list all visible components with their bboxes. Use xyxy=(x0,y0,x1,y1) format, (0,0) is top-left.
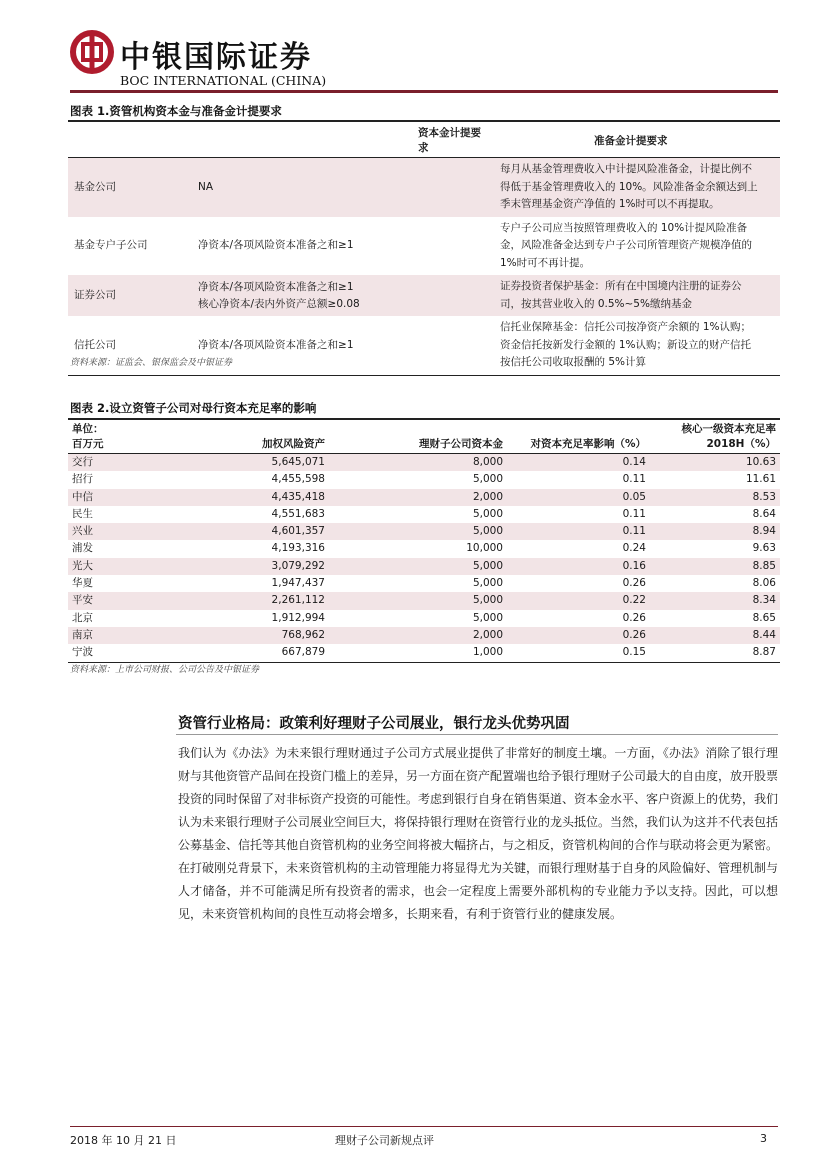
figure2-header-capital: 理财子公司资本金 xyxy=(419,438,503,450)
page-number: 3 xyxy=(760,1132,767,1145)
table-row: 兴业 4,601,357 5,000 0.11 8.94 xyxy=(68,523,780,540)
header-divider xyxy=(70,90,778,93)
figure2-header-rwa: 加权风险资产 xyxy=(262,438,325,450)
figure1-table xyxy=(68,123,780,376)
capital-cell: 净资本/各项风险资本准备之和≥1 核心净资本/表内外资产总额≥0.08 xyxy=(192,275,494,316)
figure2-source: 资料来源：上市公司财报、公司公告及中银证券 xyxy=(70,665,260,675)
capital-cell: NA xyxy=(192,158,494,217)
table-row: 宁波 667,879 1,000 0.15 8.87 xyxy=(68,644,780,662)
table-row: 民生 4,551,683 5,000 0.11 8.64 xyxy=(72,507,776,520)
section-heading: 资管行业格局：政策利好理财子公司展业，银行龙头优势巩固 xyxy=(178,716,570,732)
figure2-table xyxy=(68,421,780,663)
table-row: 南京 768,962 2,000 0.26 8.44 xyxy=(68,627,780,644)
table-row: 光大 3,079,292 5,000 0.16 8.85 xyxy=(68,558,780,575)
capital-cell: 净资本/各项风险资本准备之和≥1 xyxy=(198,239,354,252)
table-row: 浦发 4,193,316 10,000 0.24 9.63 xyxy=(72,542,776,555)
figure2-title: 图表 2.设立资管子公司对母行资本充足率的影响 xyxy=(70,401,317,415)
entity-cell: 证券公司 xyxy=(68,275,192,316)
figure1-source: 资料来源：证监会、银保监会及中银证券 xyxy=(70,358,233,368)
body-paragraph: 我们认为《办法》为未来银行理财通过子公司方式展业提供了非常好的制度土壤。一方面，《办法》消除了银行理财与其他资管产品间在投资门槛上的差异，另一方面在资产配置端也给予银行理财子公司最大的自由度，放开股票投资的同时保留了对非标资产投资的可能性。考虑到银行自身在销售渠道、资本金水平、客户资源上的优势，我们认为未来银行理财子公司展业空间巨大，将保持银行理财在资管行业的龙头抵位。当然，我们认为这并不代表包括公募基金、信托等其他自资管机构的业务空间将被大幅挤占，与之相反，资管机构间的合作与联动将会更为紧密。在打破刚兑背景下，未来资管机构的主动管理能力将显得尤为关键，而银行理财基于自身的风险偏好、管理机制与人才储备，并不可能满足所有投资者的需求，也会一定程度上需要外部机构的专业能力予以支持。因此，可以想见，未来资管机构间的良性互动将会增多，长期来看，有利于资管行业的健康发展。 xyxy=(178,746,779,921)
figure2-header-impact: 对资本充足率影响（%） xyxy=(530,438,646,450)
table-row: 交行 5,645,071 8,000 0.14 10.63 xyxy=(68,454,780,472)
figure1-row xyxy=(68,217,780,276)
brand-name-cn: 中银国际证券 xyxy=(120,40,312,75)
figure2-top-rule xyxy=(68,418,780,420)
reserve-cell: 证券投资者保护基金：所有在中国境内注册的证券公 司，按其营业收入的 0.5%~5%缴纳基金 xyxy=(494,275,780,316)
section-divider xyxy=(176,734,778,735)
footer-date: 2018 年 10 月 21 日 xyxy=(70,1134,177,1147)
table-row: 华夏 1,947,437 5,000 0.26 8.06 xyxy=(72,577,776,590)
reserve-cell: 信托业保障基金：信托公司按净资产余额的 1%认购； 资金信托按新发行金额的 1%认购；新设立的财产信托 按信托公司收取报酬的 5%计算 xyxy=(500,321,751,368)
entity-cell: 信托公司 xyxy=(74,338,116,351)
capital-cell: 净资本/各项风险资本准备之和≥1 xyxy=(198,338,354,351)
figure1-row xyxy=(68,158,780,217)
brand-name-en: BOC INTERNATIONAL (CHINA) xyxy=(120,73,327,88)
footer-divider xyxy=(70,1126,778,1127)
table-row: 中信 4,435,418 2,000 0.05 8.53 xyxy=(68,489,780,506)
figure1-header-entity xyxy=(68,123,192,158)
figure1-row xyxy=(68,275,780,316)
reserve-cell: 每月从基金管理费收入中计提风险准备金，计提比例不 得低于基金管理费收入的 10%。风险准备金余额达到上 季末管理基金资产净值的 1%时可以不再提取。 xyxy=(494,158,780,217)
figure2-header-unit: 单位： 百万元 xyxy=(72,423,104,450)
entity-cell: 基金专户子公司 xyxy=(74,239,148,252)
table-row: 平安 2,261,112 5,000 0.22 8.34 xyxy=(68,592,780,609)
footer-title: 理财子公司新规点评 xyxy=(335,1134,434,1147)
figure2-header-cet1: 核心一级资本充足率 2018H（%） xyxy=(681,423,776,450)
reserve-cell: 专户子公司应当按照管理费收入的 10%计提风险准备 金，风险准备金达到专户子公司所管理资产规模净值的 1%时可不再计提。 xyxy=(500,221,752,269)
figure1-title: 图表 1.资管机构资本金与准备金计提要求 xyxy=(70,104,282,118)
table-row: 北京 1,912,994 5,000 0.26 8.65 xyxy=(72,611,776,624)
entity-cell: 基金公司 xyxy=(68,158,192,217)
figure1-header-reserve: 准备金计提要求 xyxy=(594,134,668,147)
figure1-header-capital: 资本金计提要求 xyxy=(418,127,481,154)
boc-logo-icon xyxy=(70,30,114,74)
figure1-top-rule xyxy=(68,120,780,122)
table-row: 招行 4,455,598 5,000 0.11 11.61 xyxy=(72,473,776,486)
